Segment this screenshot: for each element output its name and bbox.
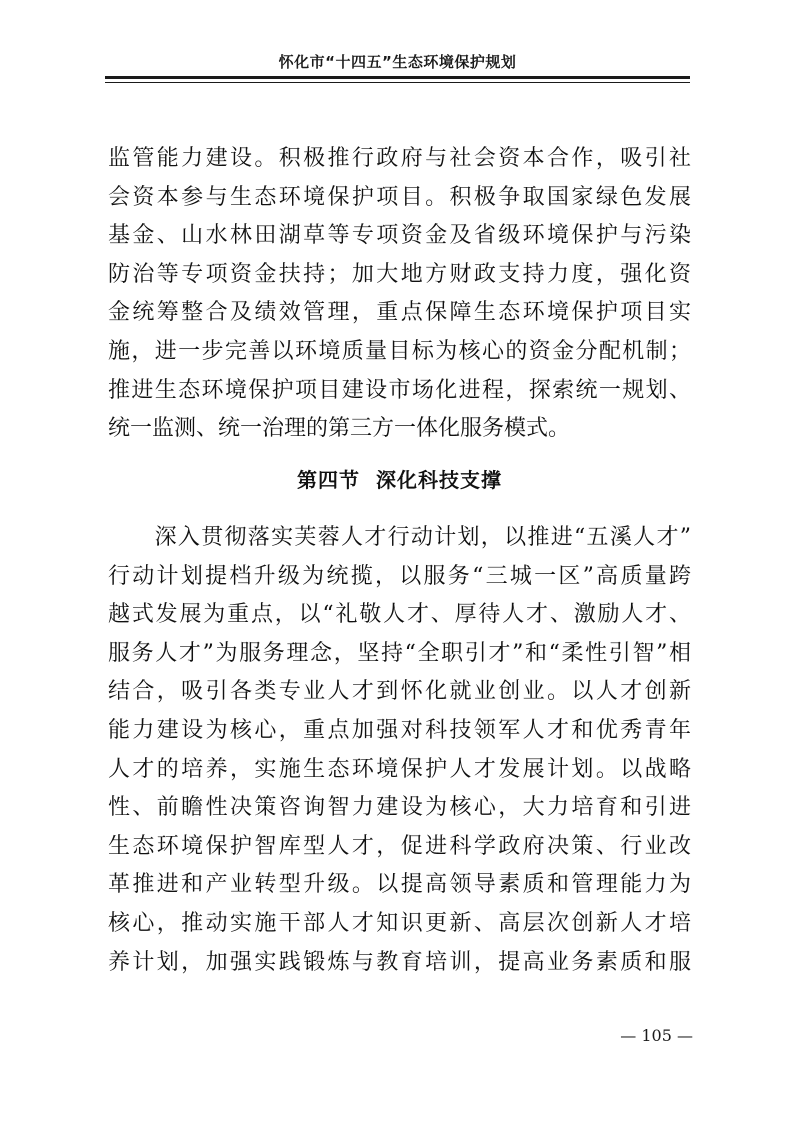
- text-line: 推进生态环境保护项目建设市场化进程，探索统一规划、: [108, 377, 691, 403]
- text-line: 服务人才”为服务理念，坚持“全职引才”和“柔性引智”相: [108, 640, 691, 666]
- paragraph-funding: [108, 140, 691, 449]
- page-number: — 105 —: [620, 1026, 693, 1045]
- text-line: 养计划，加强实践锻炼与教育培训，提高业务素质和服: [108, 949, 691, 975]
- text-line: 会资本参与生态环境保护项目。积极争取国家绿色发展: [108, 184, 691, 210]
- page-header: [105, 48, 690, 88]
- text-line: 生态环境保护智库型人才，促进科学政府决策、行业改: [108, 833, 691, 859]
- text-line: 人才的培养，实施生态环境保护人才发展计划。以战略: [108, 756, 691, 782]
- text-line: 防治等专项资金扶持；加大地方财政支持力度，强化资: [108, 261, 691, 287]
- text-line: 深入贯彻落实芙蓉人才行动计划，以推进“五溪人才”: [108, 525, 691, 550]
- text-line: 性、前瞻性决策咨询智力建设为核心，大力培育和引进: [108, 795, 691, 821]
- section-heading: 第四节 深化科技支撑: [297, 468, 502, 492]
- text-line: 越式发展为重点，以“礼敬人才、厚待人才、激励人才、: [108, 602, 691, 628]
- text-line: 监管能力建设。积极推行政府与社会资本合作，吸引社: [108, 146, 691, 171]
- document-title: 怀化市“十四五”生态环境保护规划: [278, 53, 517, 71]
- text-line: 革推进和产业转型升级。以提高领导素质和管理能力为: [108, 872, 691, 898]
- header-rule-thin: [105, 82, 690, 83]
- header-rule-thick: [105, 76, 690, 79]
- text-line: 结合，吸引各类专业人才到怀化就业创业。以人才创新: [108, 679, 691, 705]
- text-line: 金统筹整合及绩效管理，重点保障生态环境保护项目实: [108, 300, 691, 326]
- text-line: 施，进一步完善以环境质量目标为核心的资金分配机制；: [108, 338, 691, 364]
- text-line: 统一监测、统一治理的第三方一体化服务模式。: [108, 416, 571, 442]
- text-line: 核心，推动实施干部人才知识更新、高层次创新人才培: [108, 910, 691, 936]
- text-line: 行动计划提档升级为统揽，以服务“三城一区”高质量跨: [108, 563, 691, 589]
- text-line: 基金、山水林田湖草等专项资金及省级环境保护与污染: [108, 223, 691, 249]
- paragraph-talent: [108, 519, 691, 982]
- text-line: 能力建设为核心，重点加强对科技领军人才和优秀青年: [108, 717, 691, 743]
